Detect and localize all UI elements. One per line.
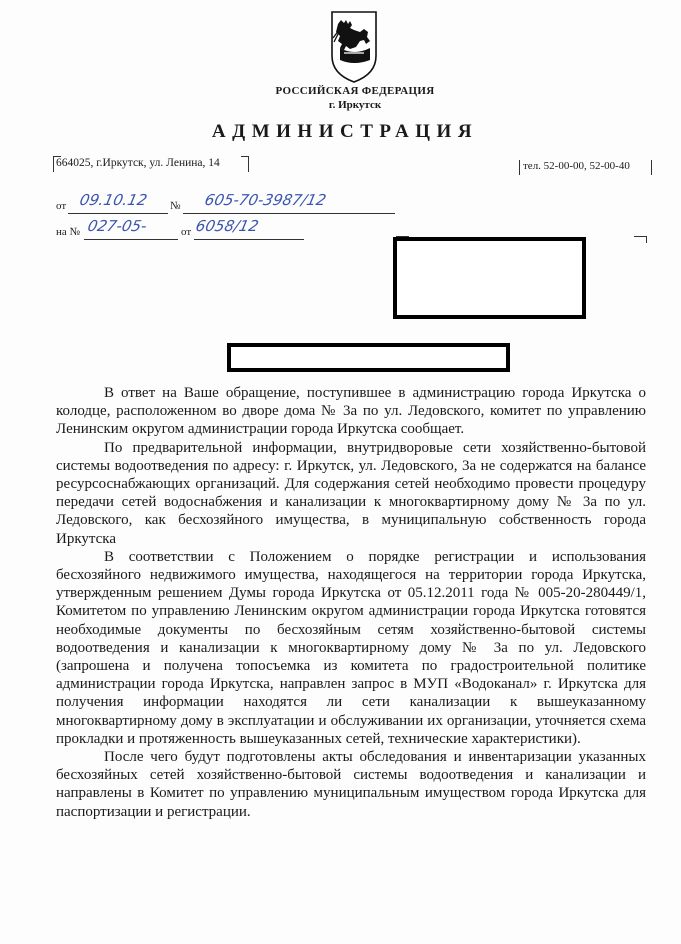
header-country: РОССИЙСКАЯ ФЕДЕРАЦИЯ — [275, 85, 435, 97]
address-bracket-right — [241, 156, 249, 172]
body-paragraph: После чего будут подготовлены акты обследования и инвентаризации указанных бесхозяйных сетей хозяйственно-бытовой системы водоотведения и канализации и направлены в Комитет по управлению муниципальным имуществом города Иркутска для паспортизации и регистрации. — [56, 749, 646, 820]
irkutsk-coat-of-arms-icon — [330, 10, 378, 84]
header-address: 664025, г.Иркутск, ул. Ленина, 14 — [56, 157, 220, 169]
body-paragraph: По предварительной информации, внутридворовые сети хозяйственно-бытовой системы водоотведения по адресу: г. Иркутск, ул. Ледовского, 3а не содержатся на балансе ресурсоснабжающих организаций. Для содержания сетей необходимо провести процедуру передачи сетей водоснабжения и канализации к многоквартирному дому № 3а по ул. Ледовского, как бесхозяйного имущества, в муниципальную собственность города Иркутска — [56, 439, 646, 547]
reference-label: на № — [56, 226, 81, 238]
addressee-corner-right — [634, 236, 647, 243]
header-phone: тел. 52-00-00, 52-00-40 — [523, 160, 630, 172]
reference-date-line — [194, 239, 304, 240]
letter-body — [56, 384, 646, 821]
reference-handwritten: 027-05- — [86, 217, 149, 235]
page-title: АДМИНИСТРАЦИЯ — [211, 121, 479, 142]
phone-bracket-right — [647, 160, 652, 175]
number-line — [183, 213, 395, 214]
from-date-handwritten: 09.10.12 — [78, 191, 149, 209]
reference-line — [84, 239, 178, 240]
from-label: от — [56, 200, 67, 212]
body-paragraph: В соответствии с Положением о порядке регистрации и использования бесхозяйного недвижимого имущества, находящегося на территории города Иркутска, утвержденным решением Думы города Иркутска от 05.12.2011 года № 005-20-280449/1, Комитетом по управлению Ленинским округом администрации города Иркутска готовятся необходимые документы по бесхозяйным сетям хозяйственно-бытовой системы водоотведения и канализации к многоквартирному дому № 3а по ул. Ледовского (запрошена и получена топосъемка из комитета по градостроительной политике администрации города Иркутска, направлен запрос в МУП «Водоканал» г. Иркутска для получения информации находятся ли сети канализации к вышеуказанному многоквартирному дому в эксплуатации и обслуживании их организации, уточняется схема прокладки и протяженность вышеуказанных сетей, технические характеристики). — [56, 548, 646, 747]
redacted-addressee-block — [393, 237, 586, 319]
reference-date-handwritten: 6058/12 — [194, 217, 261, 235]
reference-from-label: от — [181, 226, 192, 238]
number-label: № — [170, 200, 181, 212]
number-handwritten: 605-70-3987/12 — [203, 191, 328, 209]
header-city: г. Иркутск — [328, 99, 382, 111]
redacted-salutation-block — [227, 343, 510, 372]
body-paragraph: В ответ на Ваше обращение, поступившее в администрацию города Иркутска о колодце, расположенном во дворе дома № 3а по ул. Ледовского, комитет по управлению Ленинским округом администрации города Иркутска сообщает. — [56, 385, 646, 438]
from-date-line — [68, 213, 168, 214]
